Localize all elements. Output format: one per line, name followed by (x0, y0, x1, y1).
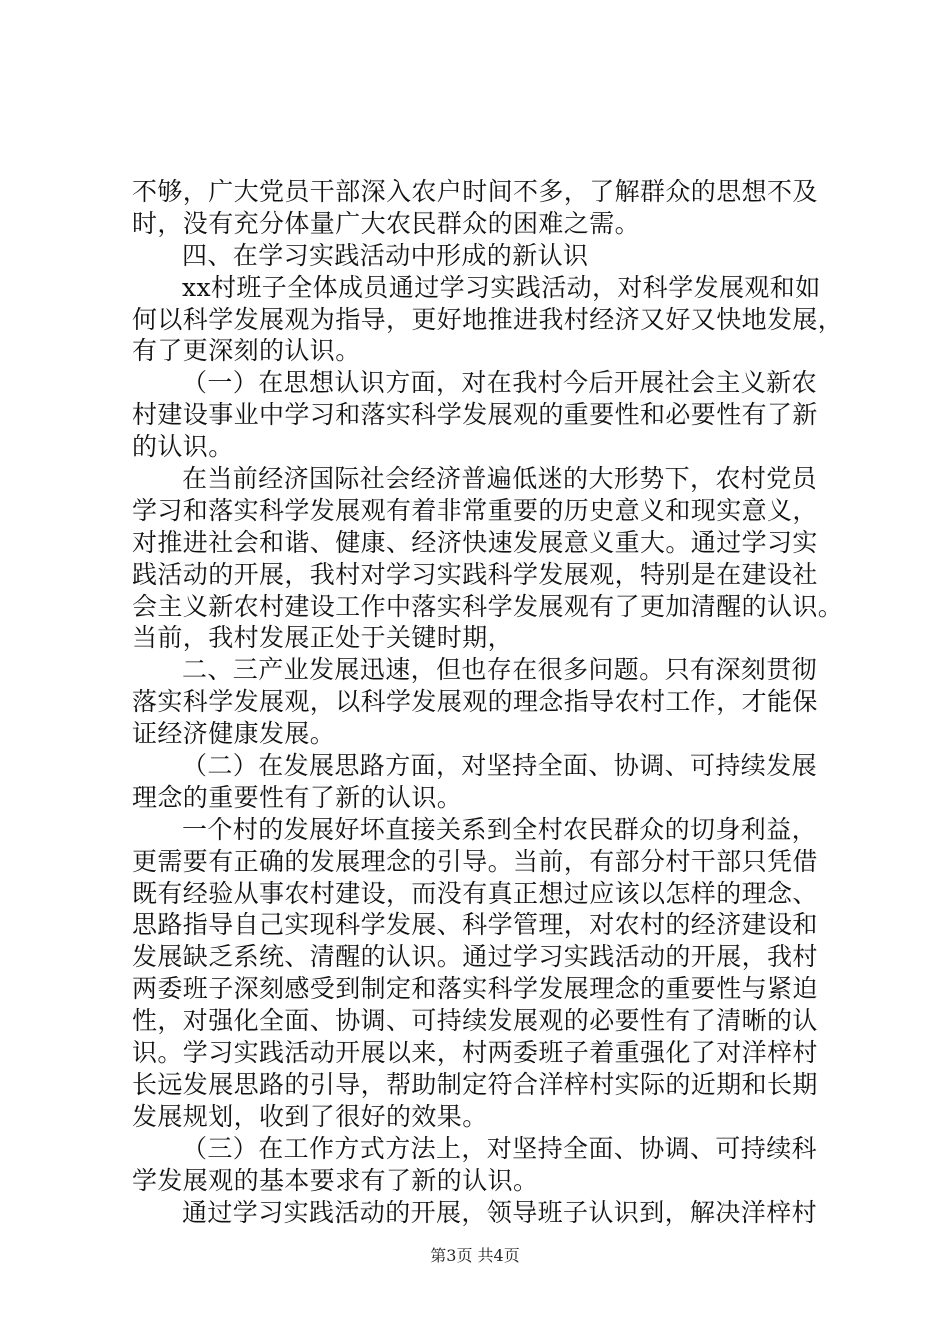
text-line: 学习和落实科学发展观有着非常重要的历史意义和现实意义， (132, 495, 818, 525)
text-line: 会主义新农村建设工作中落实科学发展观有了更加清醒的认识。 (132, 591, 844, 621)
text-line: 有了更深刻的认识。 (132, 336, 361, 366)
text-line: 识。学习实践活动开展以来，村两委班子着重强化了对洋梓村 (132, 1038, 818, 1068)
text-line: 证经济健康发展。 (132, 719, 336, 749)
text-line: 不够，广大党员干部深入农户时间不多，了解群众的思想不及 (132, 177, 818, 206)
text-line: 时，没有充分体量广大农民群众的困难之需。 (132, 208, 641, 238)
text-line: 学发展观的基本要求有了新的认识。 (132, 1165, 539, 1195)
text-line: 更需要有正确的发展理念的引导。当前，有部分村干部只凭借 (132, 846, 818, 876)
text-line: （一）在思想认识方面，对在我村今后开展社会主义新农 (182, 368, 818, 398)
text-line: 落实科学发展观，以科学发展观的理念指导农村工作，才能保 (132, 687, 818, 717)
text-line: 理念的重要性有了新的认识。 (132, 782, 463, 812)
text-line: 四、在学习实践活动中形成的新认识 (182, 240, 589, 270)
text-line: 性，对强化全面、协调、可持续发展观的必要性有了清晰的认 (132, 1006, 818, 1036)
text-line: （三）在工作方式方法上，对坚持全面、协调、可持续科 (182, 1133, 818, 1163)
text-line: 村建设事业中学习和落实科学发展观的重要性和必要性有了新 (132, 400, 818, 430)
text-line: 思路指导自己实现科学发展、科学管理，对农村的经济建设和 (132, 910, 818, 940)
text-line: 践活动的开展，我村对学习实践科学发展观，特别是在建设社 (132, 559, 818, 589)
text-line: 二、三产业发展迅速，但也存在很多问题。只有深刻贯彻 (182, 655, 818, 685)
text-line: 通过学习实践活动的开展，领导班子认识到，解决洋梓村 (182, 1197, 818, 1227)
text-line: xx村班子全体成员通过学习实践活动，对科学发展观和如 (182, 272, 821, 302)
text-line: 在当前经济国际社会经济普遍低迷的大形势下，农村党员 (182, 464, 818, 494)
text-line: 发展规划，收到了很好的效果。 (132, 1101, 488, 1131)
text-line: 两委班子深刻感受到制定和落实科学发展理念的重要性与紧迫 (132, 974, 818, 1004)
text-line: 既有经验从事农村建设，而没有真正想过应该以怎样的理念、 (132, 878, 818, 908)
text-line: 的认识。 (132, 432, 234, 462)
text-line: 何以科学发展观为指导，更好地推进我村经济又好又快地发展， (132, 304, 844, 334)
text-line: 长远发展思路的引导，帮助制定符合洋梓村实际的近期和长期 (132, 1069, 818, 1099)
page-footer: 第3页 共4页 (430, 1246, 520, 1265)
text-line: 发展缺乏系统、清醒的认识。通过学习实践活动的开展，我村 (132, 942, 818, 972)
text-line: 对推进社会和谐、健康、经济快速发展意义重大。通过学习实 (132, 527, 818, 557)
text-line: 当前，我村发展正处于关键时期， (132, 623, 514, 653)
text-line: （二）在发展思路方面，对坚持全面、协调、可持续发展 (182, 751, 818, 781)
body-text (132, 176, 844, 1228)
text-line: 一个村的发展好坏直接关系到全村农民群众的切身利益， (182, 814, 818, 844)
